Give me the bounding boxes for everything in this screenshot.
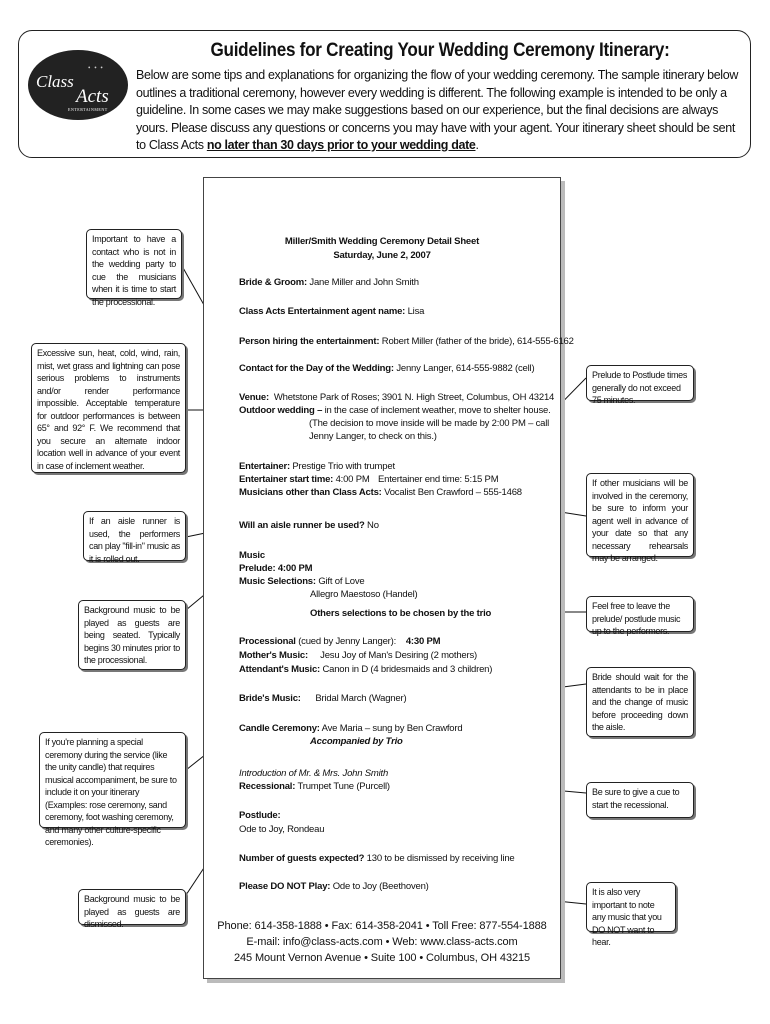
agent-value: Lisa [407, 306, 425, 317]
note-weather: Excessive sun, heat, cold, wind, rain, mist, wet grass and lightning can pose serious problems to instruments and/or render performance impossible. Acceptable temperature for outdoor performances is between 65° and 92° F. We recommend that you secure an alternate indoor location well in advance of your event in case of inclement weather. [31, 343, 186, 473]
candle-row [239, 723, 462, 734]
detail-sheet [203, 177, 574, 979]
bride-groom-value: Jane Miller and John Smith [309, 277, 419, 288]
note-bride-wait: Bride should wait for the attendants to be in place and the change of music before proceeding down the aisle. [586, 667, 694, 737]
end-time: Entertainer end time: 5:15 PM [378, 474, 499, 485]
outdoor-row [239, 405, 551, 416]
selection-2: Allegro Maestoso (Handel) [310, 589, 418, 600]
hiring-row [239, 336, 574, 347]
mothers-music-value: Jesu Joy of Man's Desiring (2 mothers) [320, 650, 477, 661]
music-heading: Music [239, 550, 265, 561]
brides-music-label: Bride's Music: [239, 693, 301, 704]
sheet-date: Saturday, June 2, 2007 [333, 250, 431, 261]
brides-music-row [239, 693, 406, 704]
entertainer-row [239, 461, 395, 472]
note-other-musicians: If other musicians will be involved in the ceremony, be sure to inform your agent well in advance of your date so that any necessary rehearsals may be arranged. [586, 473, 694, 557]
page-title: Guidelines for Creating Your Wedding Ceremony Itinerary: [210, 40, 670, 61]
start-time-value: 4:00 PM [335, 474, 370, 485]
sheet-title: Miller/Smith Wedding Ceremony Detail Sheet [284, 236, 480, 247]
note-prelude-background: Background music to be played as guests are being seated. Typically begins 30 minutes prior to the processional. [78, 600, 186, 670]
mothers-music-label: Mother's Music: [239, 650, 308, 661]
entertainer-label: Entertainer: [239, 461, 290, 472]
recessional-label: Recessional: [239, 781, 296, 792]
intro-text: Below are some tips and explanations for organizing the flow of your wedding ceremony. The sample itinerary below outlines a traditional ceremony, however every wedding is different. The following example is intended to be only a guideline. In some cases we may make suggestions based on our experience, but the final decisions are always yours. Please discuss any questions or concerns you may have with your agent. Your itinerary sheet should be sent to Class Acts [136, 68, 738, 152]
bride-groom-label: Bride & Groom: [239, 277, 307, 288]
note-leave-to-performers: Feel free to leave the prelude/ postlude music up to the performers. [586, 596, 694, 632]
selection-3: Others selections to be chosen by the trio [310, 608, 492, 619]
note-recessional-cue: Be sure to give a cue to start the recessional. [586, 782, 694, 818]
logo-tagline: ENTERTAINMENT [68, 107, 108, 112]
class-acts-logo [28, 50, 128, 120]
venue-value: Whetstone Park of Roses; 3901 N. High Street, Columbus, OH 43214 [273, 392, 555, 403]
venue-row [239, 392, 554, 403]
aisle-runner-label: Will an aisle runner be used? [239, 520, 365, 531]
guests-value: 130 to be dismissed by receiving line [366, 853, 515, 864]
outdoor-note-2: Jenny Langer, to check on this.) [309, 431, 437, 442]
outdoor-label: Outdoor wedding – [239, 405, 323, 416]
do-not-play-value: Ode to Joy (Beethoven) [332, 881, 429, 892]
agent-row [239, 306, 424, 317]
note-times: Prelude to Postlude times generally do not exceed 75 minutes. [586, 365, 694, 401]
selection-1: Gift of Love [318, 576, 365, 587]
do-not-play-row [239, 881, 429, 892]
intro-end: . [475, 138, 479, 152]
entertainer-value: Prestige Trio with trumpet [292, 461, 395, 472]
candle-label: Candle Ceremony: [239, 723, 320, 734]
footer-web: E-mail: info@class-acts.com • Web: www.class-acts.com [246, 936, 518, 948]
note-special-ceremony: If you're planning a special ceremony during the service (like the unity candle) that requires musical accompaniment, be sure to include it on your itinerary (Examples: rose ceremony, sand ceremony, foot washing ceremony, and many other culture-specific ceremonies). [39, 732, 186, 828]
logo-word-2: Acts [76, 86, 109, 107]
other-musicians-value: Vocalist Ben Crawford – 555-1468 [384, 487, 522, 498]
note-contact: Important to have a contact who is not in the wedding party to cue the musicians when it is time to start the processional. [86, 229, 182, 299]
outdoor-value: in the case of inclement weather, move to shelter house. [324, 405, 551, 416]
processional-time: 4:30 PM [405, 636, 441, 647]
hiring-value: Robert Miller (father of the bride), 614-555-6162 [381, 336, 574, 347]
processional-cue: (cued by Jenny Langer): [298, 636, 397, 647]
note-aisle-runner: If an aisle runner is used, the performers can play "fill-in" music as it is rolled out. [83, 511, 186, 561]
logo-stars-icon: • • • [88, 64, 104, 72]
contact-value: Jenny Langer, 614-555-9882 (cell) [396, 363, 535, 374]
aisle-runner-row [239, 520, 379, 531]
postlude-label: Postlude: [239, 810, 281, 821]
postlude-value: Ode to Joy, Rondeau [239, 824, 325, 835]
outdoor-note-1: (The decision to move inside will be made by 2:00 PM – call [309, 418, 550, 429]
intro-paragraph [136, 67, 744, 155]
processional-row [239, 636, 440, 647]
candle-accompaniment: Accompanied by Trio [310, 736, 403, 747]
other-musicians-label: Musicians other than Class Acts: [239, 487, 382, 498]
agent-label: Class Acts Entertainment agent name: [239, 306, 406, 317]
other-musicians-row [239, 487, 522, 498]
do-not-play-label: Please DO NOT Play: [239, 881, 331, 892]
intro-deadline: no later than 30 days prior to your wedding date [206, 138, 476, 152]
note-postlude-background: Background music to be played as guests are dismissed. [78, 889, 186, 925]
guests-label: Number of guests expected? [239, 853, 365, 864]
guests-row [239, 853, 515, 864]
note-do-not-play: It is also very important to note any music that you DO NOT want to hear. [586, 882, 676, 932]
attendants-music-row [239, 664, 492, 675]
bride-groom-row [239, 277, 419, 288]
contact-label: Contact for the Day of the Wedding: [239, 363, 394, 374]
footer-contact: Phone: 614-358-1888 • Fax: 614-358-2041 • Toll Free: 877-554-1888 [217, 920, 547, 932]
brides-music-value: Bridal March (Wagner) [315, 693, 407, 704]
processional-label: Processional [239, 636, 296, 647]
selections-row [239, 576, 365, 587]
start-time-label: Entertainer start time: [239, 474, 334, 485]
venue-label: Venue: [239, 392, 269, 403]
candle-value: Ave Maria – sung by Ben Crawford [321, 723, 463, 734]
aisle-runner-value: No [367, 520, 379, 531]
recessional-row [239, 781, 390, 792]
start-time-row [239, 474, 370, 485]
footer-address: 245 Mount Vernon Avenue • Suite 100 • Columbus, OH 43215 [233, 952, 531, 964]
contact-row [239, 363, 534, 374]
attendants-music-value: Canon in D (4 bridesmaids and 3 children) [322, 664, 493, 675]
introduction: Introduction of Mr. & Mrs. John Smith [239, 768, 389, 779]
hiring-label: Person hiring the entertainment: [239, 336, 380, 347]
recessional-value: Trumpet Tune (Purcell) [297, 781, 390, 792]
attendants-music-label: Attendant's Music: [239, 664, 320, 675]
mothers-music-row [239, 650, 477, 661]
logo-word-1: Class [36, 72, 74, 91]
selections-label: Music Selections: [239, 576, 316, 587]
prelude-time: Prelude: 4:00 PM [239, 563, 313, 574]
